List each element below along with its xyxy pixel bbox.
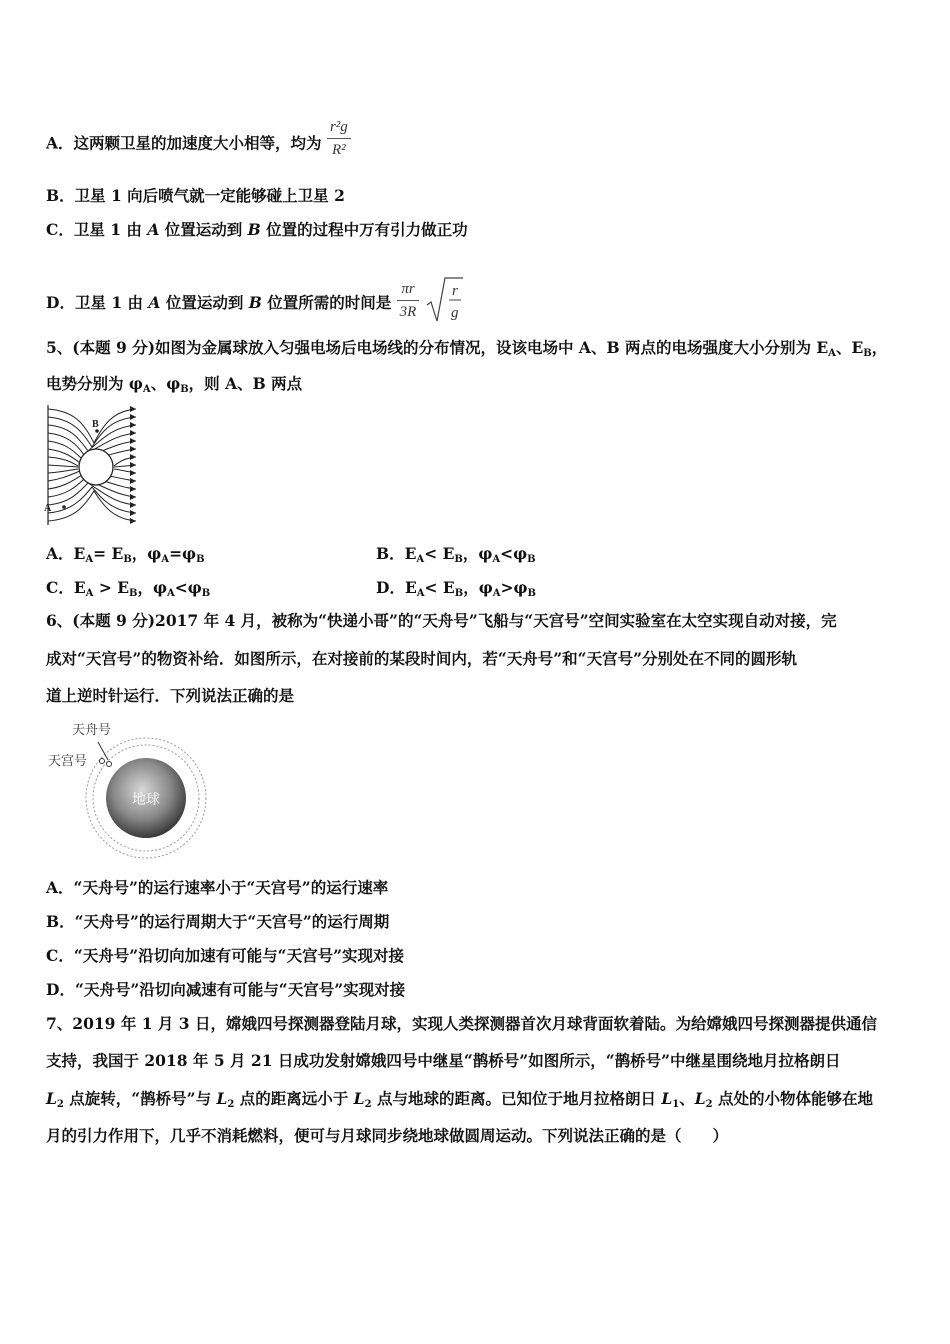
text-segment: ，φ [462, 544, 493, 563]
text-segment: =φ [169, 544, 197, 563]
text-segment: A．E [46, 544, 86, 563]
subscript: B [129, 588, 138, 599]
formula-numerator: πr [401, 280, 415, 297]
subscript: A [828, 348, 836, 359]
metal-sphere [79, 449, 113, 485]
point-a-label: A [147, 220, 160, 239]
text-segment: 点与地球的距离。已知位于地月拉格朗日 [371, 1089, 662, 1108]
subscript: A [492, 554, 501, 565]
text-segment: 、 [679, 1089, 695, 1108]
q6-option-d[interactable]: D．“天舟号”沿切向减速有可能与“天宫号”实现对接 [46, 980, 406, 999]
text-segment: 、E [835, 338, 864, 357]
text-segment: < E [424, 578, 455, 597]
point-b-label: B [247, 220, 261, 239]
subscript: A [85, 554, 94, 565]
subscript: 2 [364, 1099, 372, 1110]
text-segment: 点处的小物体能够在地 [712, 1089, 874, 1108]
subscript: B [123, 554, 132, 565]
formula-denominator: R² [327, 138, 351, 161]
text-segment: 位置运动到 [159, 220, 248, 239]
q6-stem-line2: 成对“天宫号”的物资补给．如图所示，在对接前的某段时间内，若“天舟号”和“天宫号”分别处在不同的圆形轨 [46, 649, 797, 668]
text-segment: ，φ [463, 578, 493, 597]
q4-option-d-fraction [397, 278, 420, 323]
point-a-label: A [148, 293, 161, 312]
q6-stem-line1: 6、(本题 9 分)2017 年 4 月，被称为“快递小哥”的“天舟号”飞船与“天宫号”空间实验室在太空实现自动对接，完 [46, 611, 837, 630]
subscript: A [85, 588, 94, 599]
text-segment: 位置所需的时间是 [261, 293, 392, 312]
q5-option-a[interactable] [46, 543, 376, 571]
symbol-l: L [661, 1089, 673, 1108]
tiangong-label: 天宫号 [48, 754, 88, 769]
text-segment: > E [93, 578, 130, 597]
subscript: 2 [227, 1099, 235, 1110]
subscript: B [863, 348, 872, 359]
q4-option-a[interactable] [46, 119, 351, 167]
formula-denominator: 3R [397, 300, 420, 323]
q4-option-d-sqrt [425, 275, 465, 325]
sqrt-numerator: r [451, 283, 458, 299]
sqrt-denominator: g [450, 305, 459, 321]
subscript: A [416, 554, 425, 565]
text-segment: ，φ [131, 544, 162, 563]
q5-option-c[interactable] [46, 577, 376, 605]
point-a-dot [62, 505, 66, 509]
text-segment: ，则 A、B 两点 [188, 374, 303, 393]
earth-label: 地球 [132, 792, 160, 808]
subscript: 2 [705, 1099, 713, 1110]
point-b-label: B [92, 419, 99, 430]
q7-stem-line2: 支持，我国于 2018 年 5 月 21 日成功发射嫦娥四号中继星“鹊桥号”如图所示，“鹊桥号”中继星围绕地月拉格朗日 [46, 1051, 841, 1070]
text-segment: 点的距离远小于 [234, 1089, 354, 1108]
text-segment: 位置的过程中万有引力做正功 [260, 220, 468, 239]
q5-option-b[interactable] [376, 544, 536, 563]
tiangong-satellite [100, 759, 105, 764]
subscript: B [527, 554, 536, 565]
q5-stem-line1 [46, 337, 887, 365]
subscript: A [142, 384, 151, 395]
text-segment: 电势分别为 φ [46, 374, 143, 393]
formula-numerator: r²g [329, 119, 348, 135]
subscript: A [492, 588, 501, 599]
text-segment: C．E [46, 578, 86, 597]
q4-option-b[interactable] [46, 185, 345, 207]
q6-option-c[interactable]: C．“天舟号”沿切向加速有可能与“天宫号”实现对接 [46, 946, 405, 965]
text-segment: = E [93, 544, 124, 563]
q5-stem-line2 [46, 373, 302, 401]
text-segment: >φ [500, 578, 528, 597]
q5-option-d[interactable] [376, 578, 536, 597]
text-segment: 5、(本题 9 分)如图为金属球放入匀强电场后电场线的分布情况，设该电场中 A、B 两点的电场强度大小分别为 E [46, 338, 829, 357]
label-pointer [98, 742, 108, 760]
subscript: B [201, 588, 211, 599]
point-b-label: B [248, 293, 262, 312]
text-segment: D．卫星 1 由 [46, 293, 149, 312]
q4-option-a-text: A．这两颗卫星的加速度大小相等，均为 [46, 133, 322, 153]
subscript: B [180, 384, 189, 395]
subscript: A [416, 588, 425, 599]
q4-option-b-text: B．卫星 1 向后喷气就一定能够碰上卫星 2 [46, 186, 345, 205]
q5-options-row1 [46, 543, 536, 571]
text-segment: B．E [376, 544, 417, 563]
q5-options-row2 [46, 577, 536, 605]
text-segment: ，φ [137, 578, 168, 597]
text-segment: 点旋转，“鹊桥号”与 [63, 1089, 217, 1108]
text-segment: < E [424, 544, 455, 563]
q6-orbit-figure [44, 714, 214, 864]
subscript: A [161, 554, 170, 565]
q7-stem-line3 [46, 1088, 873, 1116]
text-segment: 位置运动到 [160, 293, 249, 312]
subscript: B [454, 554, 463, 565]
subscript: B [454, 588, 464, 599]
symbol-l: L [46, 1089, 57, 1108]
text-segment: <φ [500, 544, 528, 563]
subscript: 2 [56, 1099, 64, 1110]
point-a-label: A [44, 503, 52, 514]
subscript: 1 [672, 1099, 680, 1110]
q4-option-d[interactable] [46, 279, 465, 329]
q6-stem-line3: 道上逆时针运行．下列说法正确的是 [46, 686, 295, 705]
q7-stem-line1: 7、2019 年 1 月 3 日，嫦娥四号探测器登陆月球，实现人类探测器首次月球背面软着陆。为给嫦娥四号探测器提供通信 [46, 1014, 877, 1033]
q6-option-b[interactable]: B．“天舟号”的运行周期大于“天宫号”的运行周期 [46, 912, 390, 931]
q4-option-a-formula [327, 116, 351, 161]
sqrt-sign-icon [425, 275, 465, 325]
tianzhou-label: 天舟号 [72, 723, 112, 738]
text-segment: D．E [376, 578, 417, 597]
field-line [48, 491, 136, 521]
symbol-l: L [694, 1089, 706, 1108]
field-line [48, 487, 136, 513]
text-segment: <φ [174, 578, 202, 597]
q4-option-c[interactable] [46, 219, 468, 241]
text-segment: ， [871, 338, 888, 357]
symbol-l: L [216, 1089, 228, 1108]
subscript: B [196, 554, 205, 565]
symbol-l: L [353, 1089, 365, 1108]
tianzhou-satellite [107, 762, 112, 767]
q5-field-lines-figure [44, 403, 140, 527]
subscript: A [167, 588, 175, 599]
text-segment: C．卫星 1 由 [46, 220, 148, 239]
q6-option-a[interactable]: A．“天舟号”的运行速率小于“天宫号”的运行速率 [46, 878, 389, 897]
text-segment: 、φ [150, 374, 181, 393]
subscript: B [527, 588, 536, 599]
q7-stem-line4: 月的引力作用下，几乎不消耗燃料，便可与月球同步绕地球做圆周运动。下列说法正确的是（ ） [46, 1126, 729, 1145]
